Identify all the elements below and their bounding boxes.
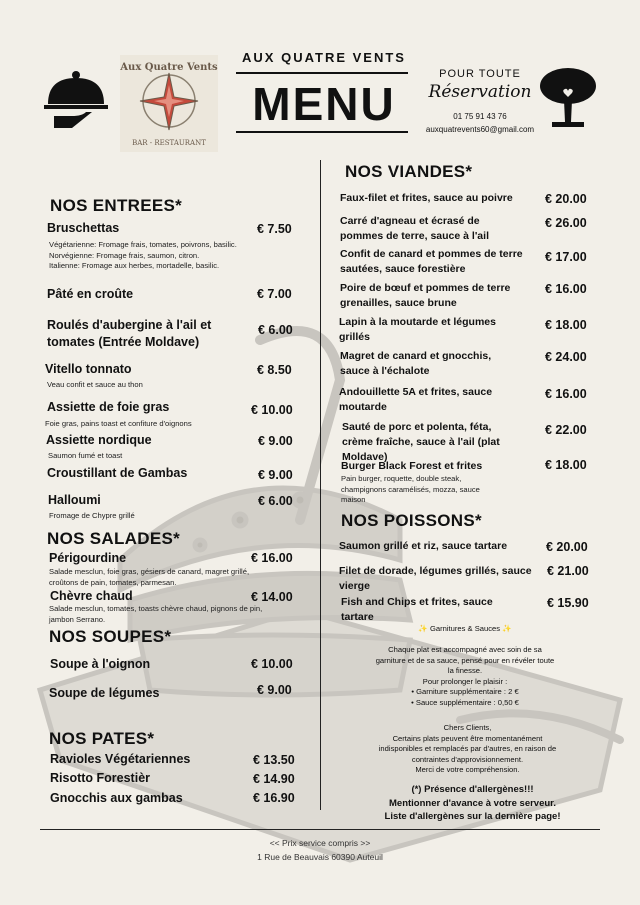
item-price: € 16.90: [253, 791, 295, 805]
item-price: € 20.00: [546, 540, 588, 554]
item-desc: Salade mesclun, foie gras, gésiers de canard, magret grillé, croûtons de pain, tomates, parmesan.: [49, 567, 250, 587]
item-name: Périgourdine: [49, 551, 127, 565]
serving-cloche-icon: [42, 66, 110, 132]
item-price: € 10.00: [251, 403, 293, 417]
item-price: € 14.90: [253, 772, 295, 786]
item-price: € 20.00: [545, 192, 587, 206]
item-price: € 14.00: [251, 590, 293, 604]
item-desc: Fromage de Chypre grillé: [49, 511, 135, 520]
section-title-viandes: NOS VIANDES*: [345, 162, 473, 181]
item-name: Pâté en croûte: [47, 287, 134, 301]
item-price: € 9.00: [258, 468, 293, 482]
garnitures-note: Chaque plat est accompagné avec soin de sa garniture et de sa sauce, pensé pour en révéler toute la finesse. Pour prolonger le plaisir : • Garniture supplémentaire : 2 € • Sauce supplémentaire : 0,50 €: [375, 645, 555, 707]
item-name: Roulés d'aubergine à l'ail et tomates (Entrée Moldave): [47, 318, 212, 349]
title-rule-top: [236, 72, 408, 74]
item-name: Chèvre chaud: [50, 589, 133, 603]
item-name: Croustillant de Gambas: [47, 466, 188, 480]
item-name: Lapin à la moutarde et légumes grillés: [339, 316, 496, 343]
item-name: Bruschettas: [47, 221, 120, 235]
item-name: Vitello tonnato: [45, 362, 132, 376]
item-price: € 16.00: [545, 387, 587, 401]
item-price: € 21.00: [547, 564, 589, 578]
item-name: Andouillette 5A et frites, sauce moutarde: [339, 386, 493, 413]
item-price: € 24.00: [545, 350, 587, 364]
item-price: € 15.90: [547, 596, 589, 610]
section-title-pates: NOS PATES*: [49, 729, 155, 748]
item-name: Carré d'agneau et écrasé de pommes de terre, sauce à l'ail: [340, 215, 489, 242]
svg-text:BAR - RESTAURANT: BAR - RESTAURANT: [132, 139, 206, 147]
item-name: Gnocchis aux gambas: [50, 791, 183, 805]
reservation-email: auxquatrevents60@gmail.com: [425, 125, 535, 134]
item-price: € 9.00: [258, 434, 293, 448]
item-price: € 6.00: [258, 494, 293, 508]
item-name: Fish and Chips et frites, sauce tartare: [341, 596, 493, 623]
reservation-label: POUR TOUTE: [439, 68, 521, 80]
reservation-script: Réservation: [428, 82, 532, 102]
item-price: € 17.00: [545, 250, 587, 264]
item-price: € 18.00: [545, 318, 587, 332]
item-desc: Salade mesclun, tomates, toasts chèvre chaud, pignons de pin, jambon Serrano.: [49, 604, 263, 624]
item-desc: Pain burger, roquette, double steak, champignons caramélisés, mozza, sauce maison: [341, 474, 480, 504]
item-name: Magret de canard et gnocchis, sauce à l'échalote: [340, 350, 492, 377]
item-price: € 16.00: [251, 551, 293, 565]
svg-text:Aux Quatre Vents: Aux Quatre Vents: [120, 62, 218, 73]
item-name: Saumon grillé et riz, sauce tartare: [339, 540, 508, 552]
item-name: Sauté de porc et polenta, féta, crème fraîche, sauce à l'ail (plat Moldave): [342, 421, 500, 463]
clients-note: Chers Clients, Certains plats peuvent être momentanément indisponibles et remplacés par d'autres, en raison de contraintes d'approvisionnement. Merci de votre compréhension.: [378, 723, 557, 774]
item-name: Assiette de foie gras: [47, 400, 170, 414]
item-name: Halloumi: [48, 493, 101, 507]
section-title-soupes: NOS SOUPES*: [49, 627, 172, 646]
item-price: € 18.00: [545, 458, 587, 472]
item-name: Filet de dorade, légumes grillés, sauce vierge: [339, 565, 532, 592]
page-title: MENU: [252, 78, 396, 130]
item-desc: Végétarienne: Fromage frais, tomates, poivrons, basilic. Norvégienne: Fromage frais, saumon, citron. Italienne: Fromage aux herbes, mortadelle, basilic.: [49, 240, 237, 270]
item-name: Poire de bœuf et pommes de terre grenailles, sauce brune: [340, 282, 511, 309]
item-price: € 16.00: [545, 282, 587, 296]
section-title-entrees: NOS ENTREES*: [50, 196, 183, 215]
item-desc: Saumon fumé et toast: [48, 451, 123, 460]
item-price: € 10.00: [251, 657, 293, 671]
item-desc: Veau confit et sauce au thon: [47, 380, 143, 389]
tree-heart-icon: [538, 66, 598, 132]
item-name: Burger Black Forest et frites: [341, 460, 483, 472]
section-title-salades: NOS SALADES*: [47, 529, 181, 548]
item-name: Risotto Forestièr: [50, 771, 151, 785]
brand-name: AUX QUATRE VENTS: [242, 50, 406, 65]
item-price: € 9.00: [257, 683, 292, 697]
item-price: € 7.50: [257, 222, 292, 236]
item-name: Assiette nordique: [46, 433, 152, 447]
restaurant-logo: [120, 55, 218, 152]
item-name: Faux-filet et frites, sauce au poivre: [340, 192, 513, 204]
item-price: € 26.00: [545, 216, 587, 230]
footer-service-note: << Prix service compris >>: [269, 838, 371, 848]
item-name: Ravioles Végétariennes: [50, 752, 191, 766]
garnitures-title: ✨ Garnitures & Sauces ✨: [418, 624, 512, 633]
item-name: Soupe de légumes: [49, 686, 160, 700]
allergens-note: (*) Présence d'allergènes!!! Mentionner d'avance à votre serveur. Liste d'allergènes sur la dernière page!: [384, 784, 561, 822]
item-name: Soupe à l'oignon: [50, 657, 151, 671]
title-rule-bottom: [236, 131, 408, 133]
section-title-poissons: NOS POISSONS*: [341, 511, 482, 530]
item-name: Confit de canard et pommes de terre sautées, sauce forestière: [340, 248, 523, 275]
item-price: € 8.50: [257, 363, 292, 377]
column-divider: [320, 160, 321, 810]
item-price: € 6.00: [258, 323, 293, 337]
item-price: € 13.50: [253, 753, 295, 767]
item-price: € 7.00: [257, 287, 292, 301]
item-price: € 22.00: [545, 423, 587, 437]
footer-address: 1 Rue de Beauvais 60390 Auteuil: [257, 852, 383, 862]
footer-divider: [40, 829, 600, 830]
item-desc: Foie gras, pains toast et confiture d'oignons: [45, 419, 192, 428]
reservation-phone: 01 75 91 43 76: [453, 112, 507, 121]
